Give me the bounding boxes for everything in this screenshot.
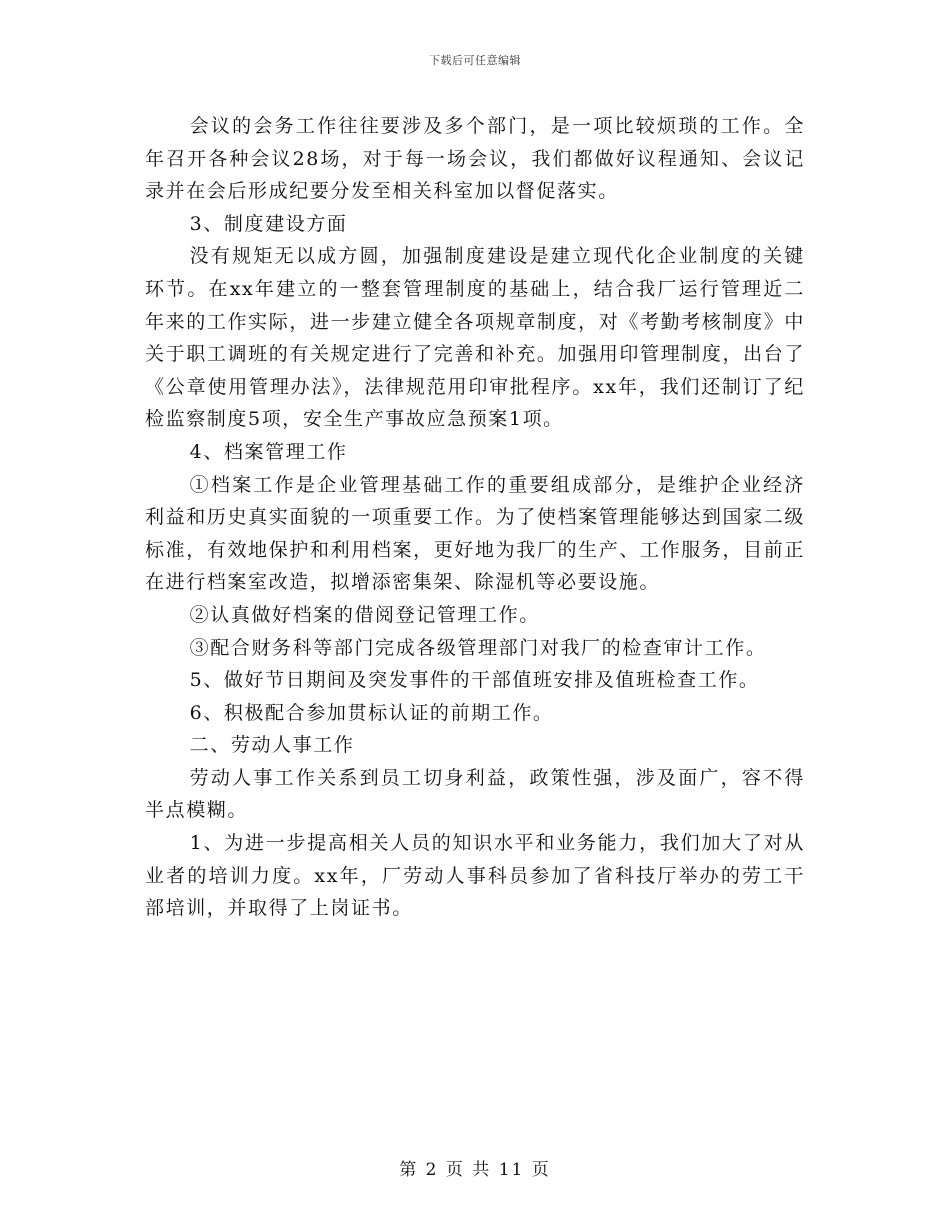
paragraph-system-building: 没有规矩无以成方圆，加强制度建设是建立现代化企业制度的关键环节。在xx年建立的一整套管理制度的基础上，结合我厂运行管理近二年来的工作实际，进一步建立健全各项规章制度，对《考勤考核制度》中关于职工调班的有关规定进行了完善和补充。加强用印管理制度，出台了《公章使用管理办法》，法律规范用印审批程序。xx年，我们还制订了纪检监察制度5项，安全生产事故应急预案1项。 <box>145 245 805 431</box>
paragraph-meeting-affairs: 会议的会务工作往往要涉及多个部门，是一项比较烦琐的工作。全年召开各种会议28场，对于每一场会议，我们都做好议程通知、会议记录并在会后形成纪要分发至相关科室加以督促落实。 <box>145 115 805 203</box>
page-number: 第 2 页 共 11 页 <box>399 1160 551 1180</box>
paragraph-certification: 6、积极配合参加贯标认证的前期工作。 <box>189 701 554 724</box>
paragraph-holiday-duty: 5、做好节日期间及突发事件的干部值班安排及值班检查工作。 <box>189 669 760 692</box>
paragraph-training: 1、为进一步提高相关人员的知识水平和业务能力，我们加大了对从业者的培训力度。xx年，厂劳动人事科员参加了省科技厅举办的劳工干部培训，并取得了上岗证书。 <box>145 832 805 920</box>
paragraph-archive-item-3: ③配合财务科等部门完成各级管理部门对我厂的检查审计工作。 <box>189 636 767 659</box>
paragraph-archive-item-1: ①档案工作是企业管理基础工作的重要组成部分，是维护企业经济利益和历史真实面貌的一项重要工作。为了使档案管理能够达到国家二级标准，有效地保护和利用档案，更好地为我厂的生产、工作服务，目前正在进行档案室改造，拟增添密集架、除湿机等必要设施。 <box>145 473 805 594</box>
page-header: 下载后可任意编辑 <box>429 54 521 67</box>
heading-archive-management: 4、档案管理工作 <box>189 440 348 463</box>
paragraph-archive-item-2: ②认真做好档案的借阅登记管理工作。 <box>189 603 540 626</box>
document-body <box>145 110 805 925</box>
heading-labor-personnel: 二、劳动人事工作 <box>189 734 355 757</box>
heading-system-building: 3、制度建设方面 <box>189 212 348 235</box>
paragraph-labor-personnel-intro: 劳动人事工作关系到员工切身利益，政策性强，涉及面广，容不得半点模糊。 <box>145 766 805 822</box>
